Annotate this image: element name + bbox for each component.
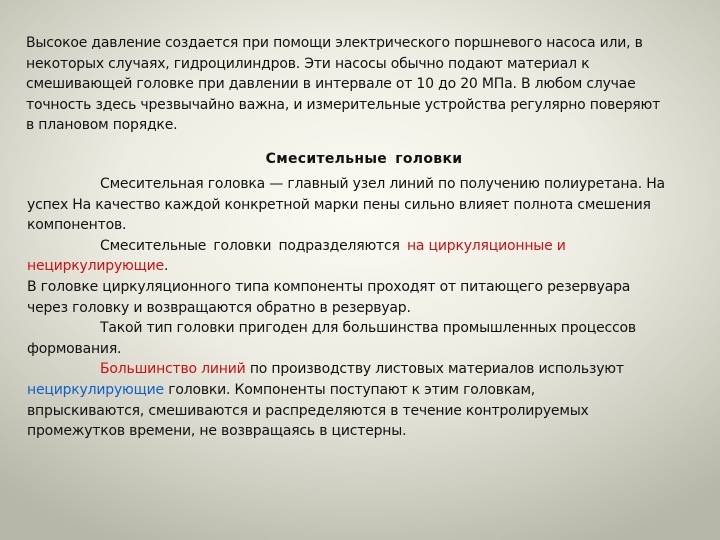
paragraph-line: Такой тип головки пригоден для большинства промышленных процессов <box>100 320 636 337</box>
paragraph-line: компонентов. <box>27 217 127 234</box>
highlight-red: на циркуляционные и <box>406 237 566 254</box>
intro-line: смешивающей головке при давлении в интервале от 10 до 20 МПа. В любом случае <box>26 76 636 92</box>
paragraph-line: успех На качество каждой конкретной марки пены сильно влияет полнота смешения <box>27 196 651 213</box>
highlight-blue: нециркулирующие <box>27 381 164 398</box>
paragraph-line: нециркулирующие головки. Компоненты поступают к этим головкам, <box>27 381 536 398</box>
intro-line: некоторых случаях, гидроцилиндров. Эти насосы обычно подают материал к <box>26 55 590 72</box>
paragraph-line: Большинство линий по производству листовых материалов используют <box>100 361 624 378</box>
page-number: 17 <box>666 509 678 519</box>
body-text <box>27 174 695 442</box>
intro-line: в плановом порядке. <box>26 117 178 133</box>
intro-line: Высокое давление создается при помощи электрического поршневого насоса или, в <box>26 35 643 51</box>
highlight-red: Большинство линий <box>100 361 246 378</box>
paragraph-line: Смесительные головки подразделяются на циркуляционные и <box>100 237 566 254</box>
intro-paragraph <box>26 33 696 136</box>
paragraph-line: формования. <box>27 340 122 357</box>
paragraph-line: промежутков времени, не возвращаясь в цистерны. <box>27 423 407 440</box>
paragraph-line: через головку и возвращаются обратно в резервуар. <box>27 299 411 316</box>
paragraph-line: В головке циркуляционного типа компоненты проходят от питающего резервуара <box>27 278 631 295</box>
paragraph-line: Смесительная головка — главный узел линий по получению полиуретана. На <box>100 176 665 192</box>
highlight-red: нециркулирующие <box>27 258 164 275</box>
section-heading: Смесительные головки <box>265 151 463 167</box>
paragraph-line: нециркулирующие. <box>27 258 169 275</box>
paragraph-line: впрыскиваются, смешиваются и распределяются в течение контролируемых <box>27 402 589 419</box>
intro-line: точность здесь чрезвычайно важна, и измерительные устройства регулярно поверяют <box>26 96 661 113</box>
